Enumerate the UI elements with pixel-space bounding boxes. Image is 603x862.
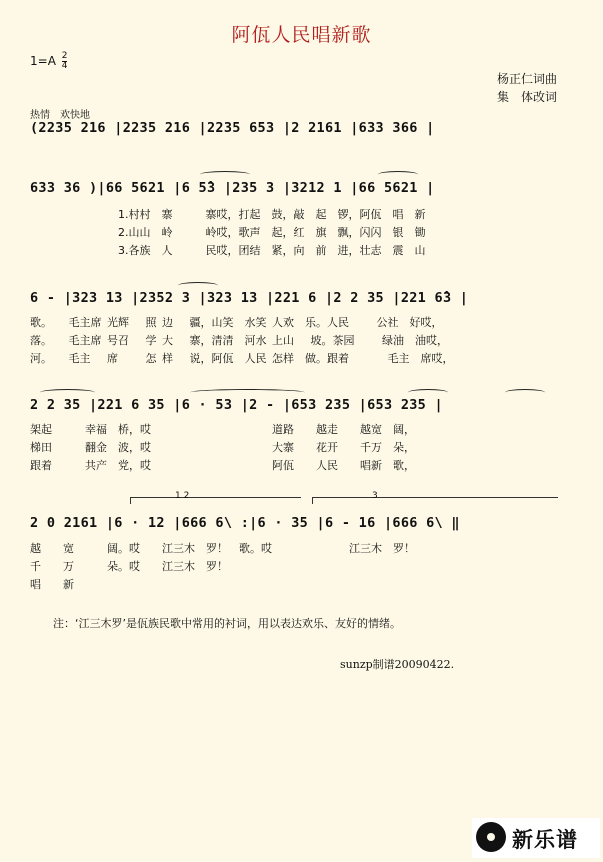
score-row-3: 6 - |323 13 |2352 3 |323 13 |221 6 |2 2 35 |221 6̂3 | [30,290,469,306]
lyric-row-5-verse-3: 唱 新 [30,578,74,591]
score-row-5: 2 0 2161 |6 · 12 |666 6\ :|6 · 35 |6 - 16 |666 6\ ‖ [30,515,460,531]
logo-text: 新乐谱 [512,828,578,852]
first-ending-label: 1 2 [175,491,190,501]
lyric-row-5-verse-2: 千 万 朵。哎 江三木 罗！ [30,560,228,573]
footnote: 注：‘江三木罗’是佤族民歌中常用的衬词，用以表达欢乐、友好的情绪。 [53,617,401,630]
slur-mark [408,389,448,396]
score-row-2: 633 36 )|66 5621 |6 5̂3 |235 3 |3212 1 |66 5621 | [30,180,435,196]
composer-credit: 杨正仁词曲 [497,72,558,86]
site-logo [472,818,600,858]
lyric-row-4-verse-3: 跟着 共产 党，哎 阿佤 人民 唱新 歌， [30,459,415,472]
record-disc-icon [476,822,506,852]
slur-mark [200,171,250,178]
slur-mark [378,171,418,178]
lyric-row-4-verse-1: 架起 幸福 桥，哎 道路 越走 越宽 阔， [30,423,415,436]
first-ending-bracket [130,497,301,504]
slur-mark [190,389,305,396]
transcriber-credit: sunzp制谱20090422. [340,658,455,671]
lyric-row-3-verse-1: 歌。 毛主席 光辉 照 边 疆，山笑 水笑 人欢 乐。人民 公社 好哎， [30,316,443,329]
lyric-row-2-verse-2: 2.山山 岭 岭哎，歌声 起，红 旗 飘，闪闪 银 锄 [118,226,426,239]
time-signature [62,52,68,71]
key-label: 1=A [30,54,56,68]
lyric-row-2-verse-1: 1.村村 寨 寨哎，打起 鼓，敲 起 锣，阿佤 唱 新 [118,208,426,221]
second-ending-bracket [312,497,558,504]
key-signature [30,52,67,71]
lyric-row-2-verse-3: 3.各族 人 民哎，团结 紧，向 前 进，壮志 震 山 [118,244,426,257]
score-row-4: 2 2 35 |221 6 35 |6 · 53 |2 - |653 235 |653 235 | [30,397,443,413]
tempo-marking: 热情 欢快地 [30,110,90,121]
lyric-row-4-verse-2: 梯田 翻金 波，哎 大寨 花开 千万 朵， [30,441,415,454]
lyricist-credit: 集 体改词 [497,90,558,104]
slur-mark [178,282,218,289]
time-top: 2 [61,51,68,61]
lyric-row-3-verse-3: 河。 毛主 席 怎 样 说，阿佤 人民 怎样 做。跟着 毛主 席哎， [30,352,454,365]
page-title: 阿佤人民唱新歌 [231,24,372,46]
second-ending-label: 3 [372,491,378,501]
score-row-1: (2235 216 |2235 216 |2235 653 |2 2161 |633 366 | [30,120,435,136]
lyric-row-3-verse-2: 落。 毛主席 号召 学 大 寨，清清 河水 上山 坡。茶园 绿油 油哎， [30,334,448,347]
lyric-row-5-verse-1: 越 宽 阔。哎 江三木 罗！ 歌。哎 江三木 罗！ [30,542,415,555]
slur-mark [40,389,95,396]
slur-mark [505,389,545,396]
time-bottom: 4 [61,61,68,71]
